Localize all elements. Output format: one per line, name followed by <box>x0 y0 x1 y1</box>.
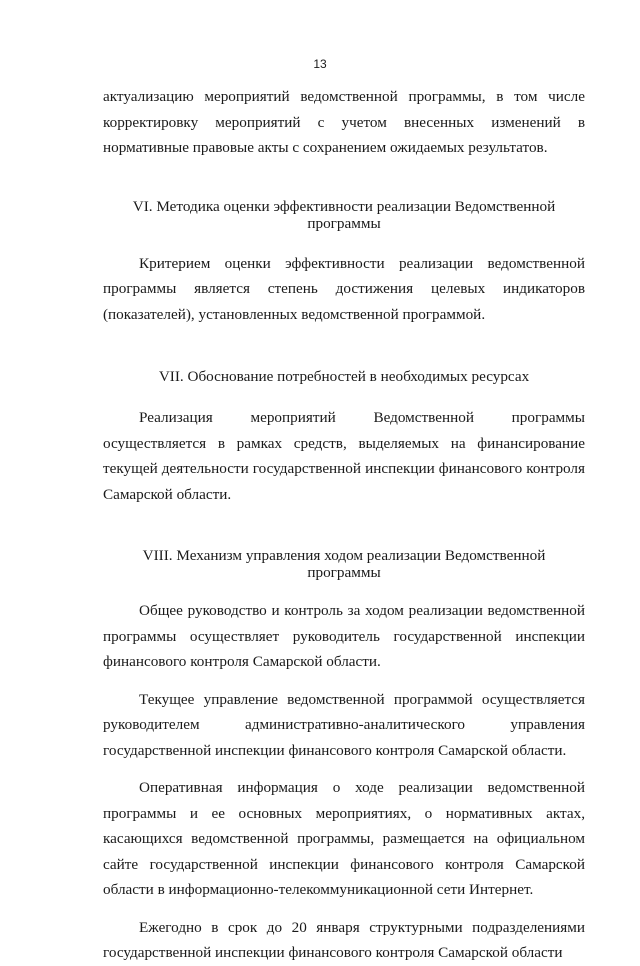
intro-paragraph: актуализацию мероприятий ведомственной программы, в том числе корректировку мероприятий с учетом внесенных изменений в нормативные правовые акты с сохранением ожидаемых результатов. <box>103 88 585 156</box>
section-8-paragraph-3: Оперативная информация о ходе реализации ведомственной программы и ее основных мероприятиях, о нормативных актах, касающихся ведомственной программы, размещается на официальном сайте государственной инспекции финансового контроля Самарской области в информационно-телекоммуникационной сети Интернет. <box>103 779 585 898</box>
section-8-paragraph-2: Текущее управление ведомственной программой осуществляется руководителем административно-аналитического управления государственной инспекции финансового контроля Самарской области. <box>103 690 585 759</box>
page-number: 13 <box>313 57 327 71</box>
section-6-heading <box>103 198 585 232</box>
section-6-heading-line-2: программы <box>307 214 381 232</box>
section-6-heading-line-1: VI. Методика оценки эффективности реализации Ведомственной <box>132 197 556 215</box>
section-7-heading-line-1: VII. Обоснование потребностей в необходимых ресурсах <box>158 368 530 385</box>
section-6-paragraph-1: Критерием оценки эффективности реализации ведомственной программы является степень достижения целевых индикаторов (показателей), установленных ведомственной программой. <box>103 254 585 323</box>
section-8-paragraph-1: Общее руководство и контроль за ходом реализации ведомственной программы осуществляет руководитель государственной инспекции финансового контроля Самарской области. <box>103 602 585 670</box>
section-8-heading <box>103 547 585 581</box>
section-8-heading-line-2: программы <box>307 564 381 581</box>
section-7-heading <box>103 368 585 385</box>
document-body <box>103 84 585 966</box>
section-8-heading-line-1: VIII. Механизм управления ходом реализации Ведомственной <box>142 547 546 564</box>
section-7-paragraph-1: Реализация мероприятий Ведомственной программы осуществляется в рамках средств, выделяемых на финансирование текущей деятельности государственной инспекции финансового контроля Самарской области. <box>103 409 585 503</box>
section-8-paragraph-4: Ежегодно в срок до 20 января структурными подразделениями государственной инспекции финансового контроля Самарской области <box>103 918 585 961</box>
